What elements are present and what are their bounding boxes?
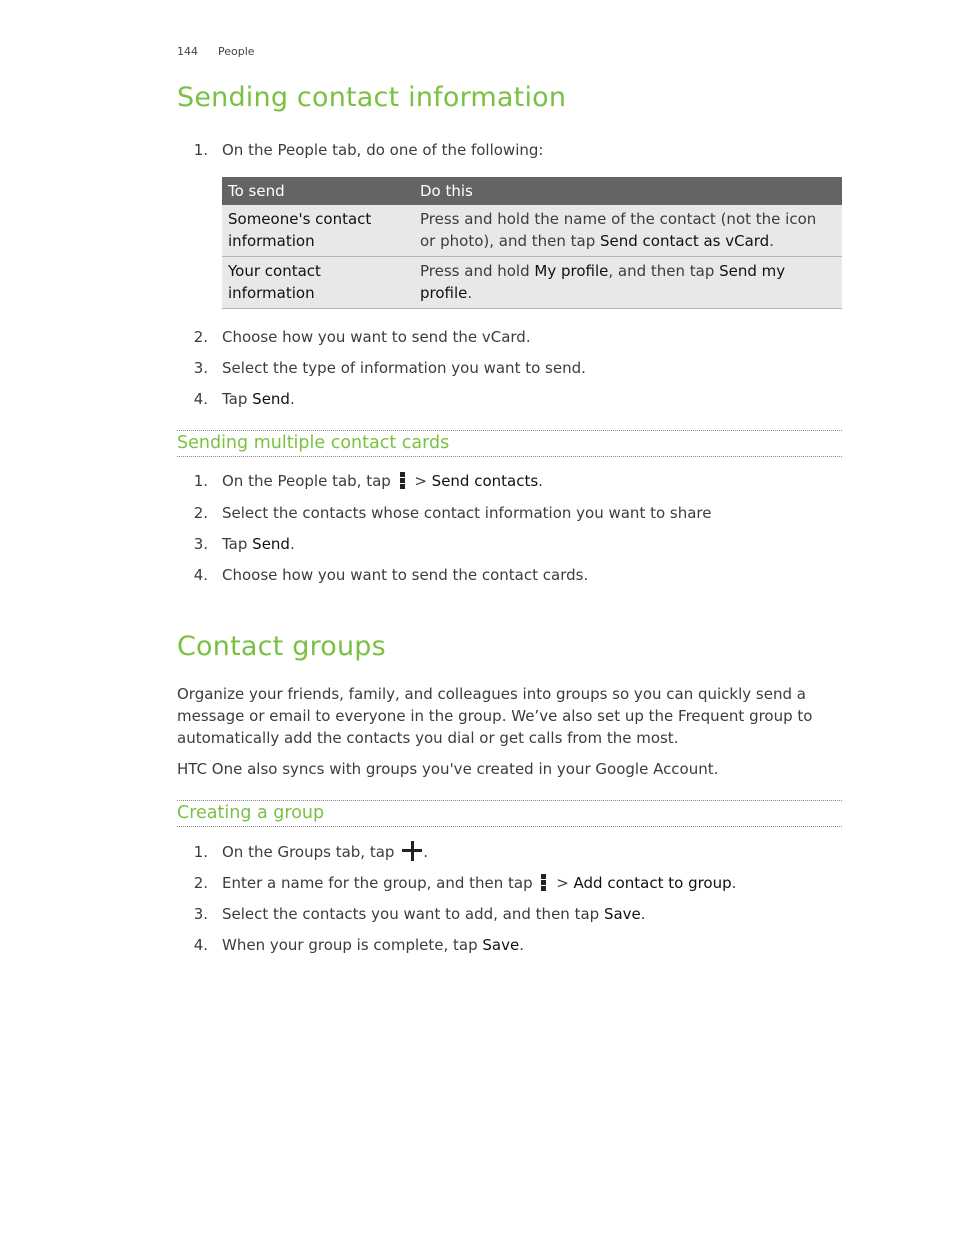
divider [177, 456, 842, 457]
table-row [222, 205, 842, 257]
step-number: 2. [193, 328, 208, 346]
cell-text: . [467, 284, 473, 302]
table-row [222, 257, 842, 309]
step-text: On the People tab, tap > Send contacts. [222, 472, 543, 490]
cell-text: , and then tap [608, 262, 720, 280]
table-header-cell: To send [222, 177, 414, 205]
table-header-row [222, 177, 842, 205]
paragraph-line: message or email to everyone in the group. We’ve also set up the Frequent group to [177, 707, 813, 725]
step-text: Select the contacts you want to add, and then tap Save. [222, 905, 646, 923]
ui-term: Send my profile [420, 262, 786, 302]
ui-term: Save [482, 936, 520, 954]
menu-icon [541, 874, 547, 892]
paragraph-line: automatically add the contacts you dial or get calls from the most. [177, 729, 679, 747]
cell-text: Press and hold the name of the contact (not the icon or photo), and then tap [420, 210, 817, 250]
running-header [177, 45, 255, 58]
step-text: Select the contacts whose contact information you want to share [222, 504, 712, 522]
menu-icon [400, 472, 406, 490]
table-cell [414, 257, 842, 309]
divider [177, 800, 842, 801]
table-cell: Your contact information [222, 257, 414, 309]
step-number: 3. [193, 905, 208, 923]
step-number: 2. [193, 504, 208, 522]
paragraph-line: Organize your friends, family, and colleagues into groups so you can quickly send a [177, 685, 806, 703]
step-number: 4. [193, 390, 208, 408]
ui-term: Send contacts [431, 472, 539, 490]
paragraph [177, 683, 842, 749]
ui-term: Send contact as vCard [600, 232, 770, 250]
heading-sending-multiple-contact-cards: Sending multiple contact cards [177, 433, 450, 453]
step-number: 2. [193, 874, 208, 892]
ui-term: Save [603, 905, 641, 923]
page-number: 144 [177, 45, 198, 58]
step-text: Choose how you want to send the contact cards. [222, 566, 589, 584]
ui-term: My profile [534, 262, 609, 280]
plus-icon [401, 842, 423, 860]
table-header-cell: Do this [414, 177, 842, 205]
step-text: Choose how you want to send the vCard. [222, 328, 531, 346]
heading-contact-groups: Contact groups [177, 631, 386, 662]
step-text: On the People tab, do one of the following: [222, 141, 544, 159]
cell-text: Press and hold [420, 262, 535, 280]
step-number: 3. [193, 535, 208, 553]
step-text: Tap Send. [222, 390, 295, 408]
divider [177, 826, 842, 827]
ui-term: Send [252, 535, 290, 553]
step-text: When your group is complete, tap Save. [222, 936, 524, 954]
cell-text: . [769, 232, 774, 250]
step-text: Tap Send. [222, 535, 295, 553]
step-number: 1. [193, 141, 208, 159]
step-text: Select the type of information you want to send. [222, 359, 586, 377]
step-number: 4. [193, 936, 208, 954]
ui-term: Add contact to group [573, 874, 732, 892]
step-text: On the Groups tab, tap . [222, 843, 428, 861]
divider [177, 430, 842, 431]
step-number: 3. [193, 359, 208, 377]
step-number: 1. [193, 472, 208, 490]
table-cell: Someone's contact information [222, 205, 414, 257]
paragraph: HTC One also syncs with groups you've created in your Google Account. [177, 760, 719, 778]
heading-sending-contact-information: Sending contact information [177, 82, 567, 113]
send-options-table [222, 177, 842, 309]
heading-creating-a-group: Creating a group [177, 803, 325, 823]
table-cell [414, 205, 842, 257]
step-number: 1. [193, 843, 208, 861]
ui-term: Send [252, 390, 290, 408]
step-text: Enter a name for the group, and then tap > Add contact to group. [222, 874, 737, 892]
section-name: People [218, 45, 255, 58]
step-number: 4. [193, 566, 208, 584]
